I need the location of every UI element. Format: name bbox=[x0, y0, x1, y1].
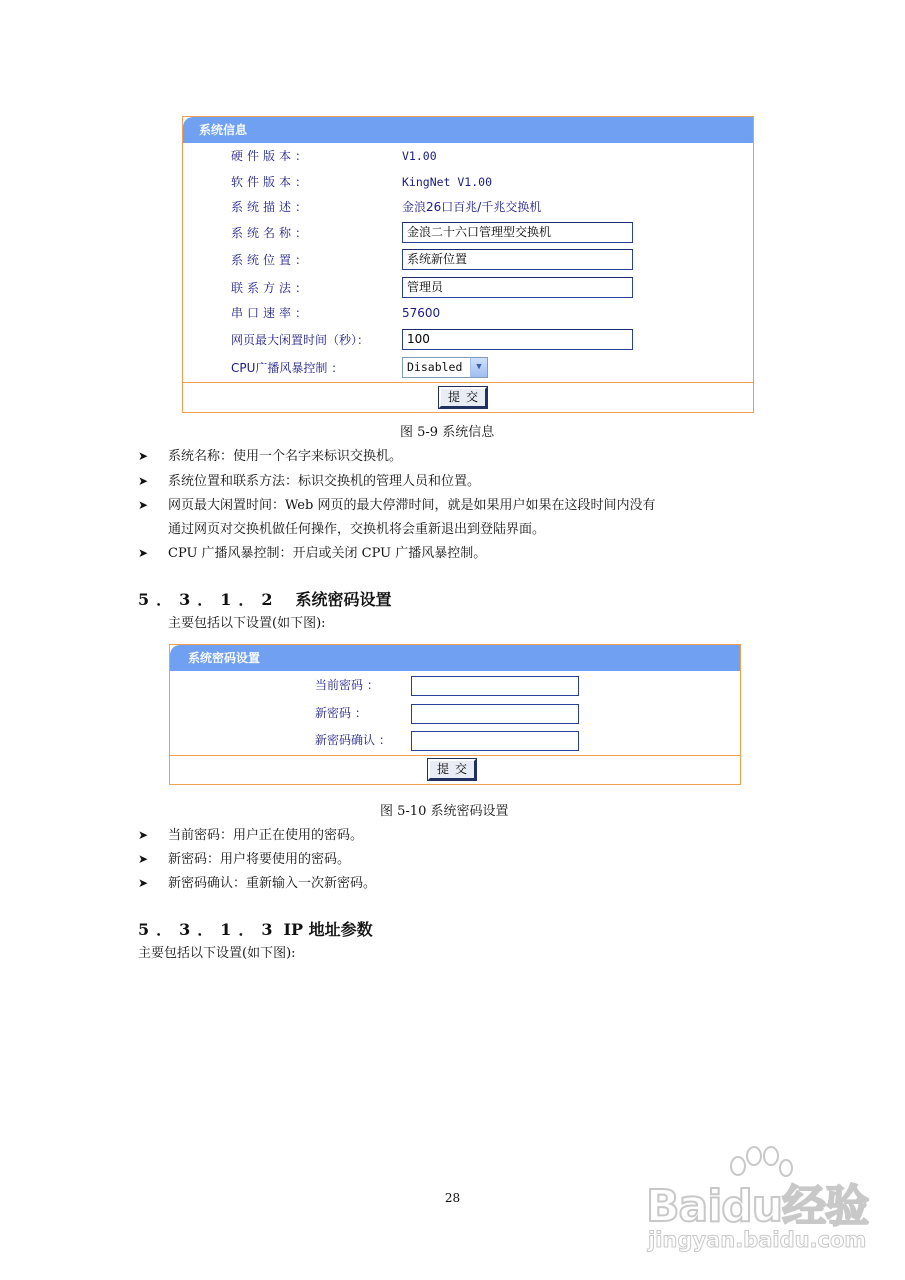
section-heading-ip bbox=[138, 917, 373, 940]
section-number-ip: 5．3．1．3 bbox=[138, 920, 280, 939]
bullet-arrow-icon: ➤ bbox=[138, 852, 149, 866]
password-footer bbox=[170, 755, 740, 784]
label-current-password: 当前密码 ： bbox=[315, 678, 379, 692]
password-submit-button[interactable]: 提交 bbox=[428, 759, 476, 780]
watermark-url: jingyan.baidu.com bbox=[648, 1228, 867, 1252]
label-system-name: 系统名称： bbox=[231, 226, 312, 240]
new-password-input[interactable] bbox=[411, 704, 579, 724]
system-info-footer bbox=[183, 382, 753, 412]
bullet-cpu-storm: ➤ CPU 广播风暴控制：开启或关闭 CPU 广播风暴控制。 bbox=[138, 546, 487, 561]
baidu-watermark bbox=[642, 1140, 892, 1270]
chevron-down-icon[interactable]: ▼ bbox=[470, 358, 487, 377]
bullet-system-name: ➤ 系统名称：使用一个名字来标识交换机。 bbox=[138, 449, 403, 464]
confirm-password-input[interactable] bbox=[411, 731, 579, 751]
watermark-logo: Baidu经验 bbox=[646, 1181, 869, 1232]
password-panel bbox=[169, 644, 741, 785]
row-cpu-storm bbox=[183, 356, 753, 380]
figure-caption-5-10: 图 5-10 系统密码设置 bbox=[380, 804, 509, 819]
idle-timeout-input[interactable]: 100 bbox=[402, 329, 633, 350]
bullet-confirm-password: ➤ 新密码确认：重新输入一次新密码。 bbox=[138, 876, 377, 891]
section-intro-password: 主要包括以下设置(如下图): bbox=[168, 616, 326, 631]
system-info-submit-button[interactable]: 提交 bbox=[439, 387, 487, 408]
row-idle-timeout bbox=[183, 328, 753, 352]
system-info-panel bbox=[182, 116, 754, 413]
page-number: 28 bbox=[444, 1191, 461, 1205]
cpu-storm-select-value: Disabled bbox=[407, 360, 463, 374]
label-cpu-storm: CPU广播风暴控制 ： bbox=[231, 361, 344, 375]
value-serial-rate: 57600 bbox=[402, 306, 441, 320]
bullet-arrow-icon: ➤ bbox=[138, 546, 149, 560]
row-serial-rate bbox=[183, 301, 753, 325]
bullet-idle-timeout: ➤ 网页最大闲置时间：Web 网页的最大停滞时间，就是如果用户如果在这段时间内没有 bbox=[138, 498, 656, 513]
bullet-location-contact: ➤ 系统位置和联系方法：标识交换机的管理人员和位置。 bbox=[138, 474, 481, 489]
bullet-new-password: ➤ 新密码：用户将要使用的密码。 bbox=[138, 852, 351, 867]
bullet-arrow-icon: ➤ bbox=[138, 474, 149, 488]
contact-input[interactable]: 管理员 bbox=[402, 277, 633, 298]
label-contact: 联系方法： bbox=[231, 281, 312, 295]
system-location-input[interactable]: 系统新位置 bbox=[402, 249, 633, 270]
label-idle-timeout: 网页最大闲置时间（秒）： bbox=[231, 333, 370, 347]
row-contact bbox=[183, 276, 753, 300]
row-system-description bbox=[183, 195, 753, 219]
value-hardware-version: V1.00 bbox=[402, 149, 437, 163]
label-serial-rate: 串口速率： bbox=[231, 306, 312, 320]
label-new-password: 新密码 ： bbox=[315, 706, 367, 720]
value-system-description: 金浪26口百兆/千兆交换机 bbox=[402, 200, 542, 214]
cpu-storm-select[interactable] bbox=[402, 357, 488, 378]
figure-caption-5-9: 图 5-9 系统信息 bbox=[400, 425, 495, 440]
system-info-title: 系统信息 bbox=[183, 117, 753, 143]
label-system-location: 系统位置： bbox=[231, 253, 312, 267]
system-name-input[interactable]: 金浪二十六口管理型交换机 bbox=[402, 222, 633, 243]
label-confirm-password: 新密码确认 ： bbox=[315, 733, 391, 747]
label-software-version: 软件版本： bbox=[231, 175, 312, 189]
section-title-ip: IP 地址参数 bbox=[283, 920, 373, 939]
bullet-arrow-icon: ➤ bbox=[138, 449, 149, 463]
label-hardware-version: 硬件版本： bbox=[231, 149, 312, 163]
section-heading-password bbox=[138, 587, 392, 610]
bullet-idle-timeout-continuation: 通过网页对交换机做任何操作，交换机将会重新退出到登陆界面。 bbox=[168, 522, 546, 537]
section-title-password: 系统密码设置 bbox=[295, 590, 392, 609]
row-system-location bbox=[183, 248, 753, 272]
bullet-arrow-icon: ➤ bbox=[138, 498, 149, 512]
label-system-description: 系统描述： bbox=[231, 200, 312, 214]
bullet-arrow-icon: ➤ bbox=[138, 876, 149, 890]
row-software-version bbox=[183, 170, 753, 194]
bullet-current-password: ➤ 当前密码：用户正在使用的密码。 bbox=[138, 828, 364, 843]
current-password-input[interactable] bbox=[411, 676, 579, 696]
row-hardware-version bbox=[183, 144, 753, 168]
section-intro-ip: 主要包括以下设置(如下图): bbox=[138, 946, 296, 961]
bullet-arrow-icon: ➤ bbox=[138, 828, 149, 842]
row-system-name bbox=[183, 221, 753, 245]
value-software-version: KingNet V1.00 bbox=[402, 175, 493, 189]
password-panel-title: 系统密码设置 bbox=[170, 645, 740, 671]
section-number-password: 5．3．1．2 bbox=[138, 590, 280, 609]
